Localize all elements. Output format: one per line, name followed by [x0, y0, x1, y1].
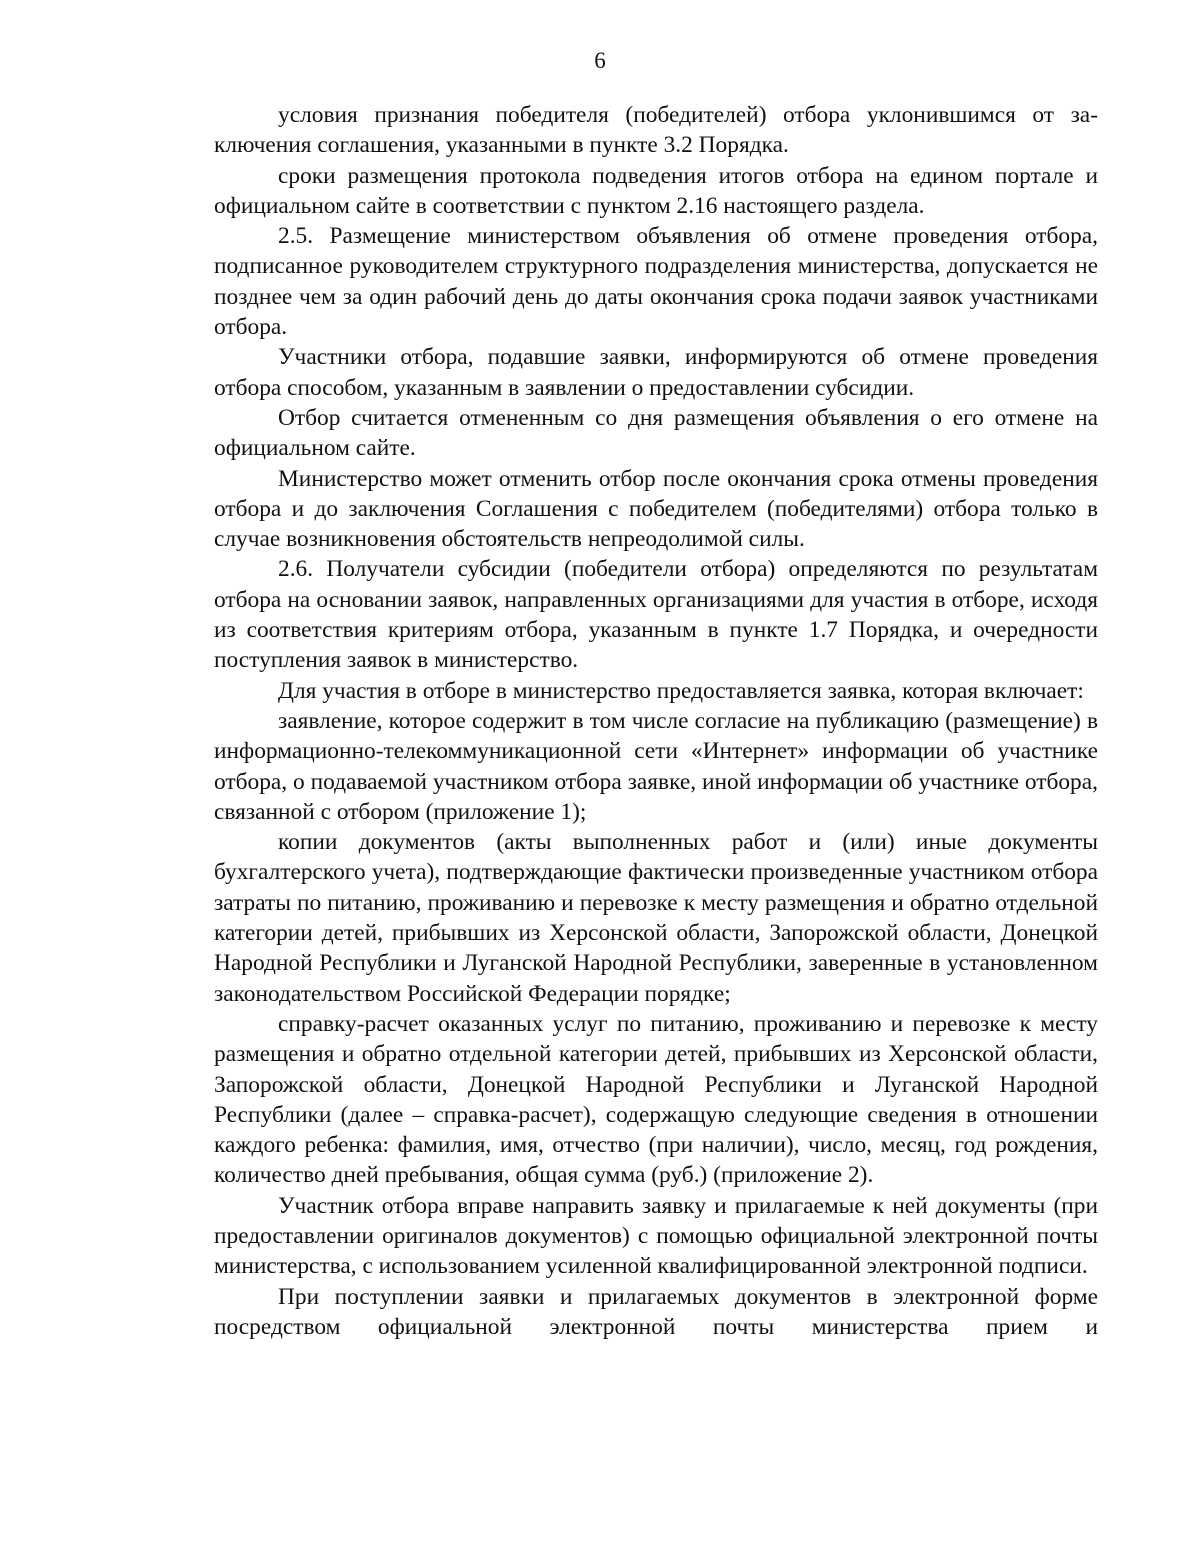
document-body — [214, 100, 1098, 1342]
paragraph-force-majeure: Министерство может отменить отбор после окончания срока отмены проведения отбора и до заключения Соглашения с победителем (победителями) отбора только в случае возникновения обстоятельств непреодолимой силы. — [214, 465, 1098, 553]
paragraph-protocol-posting-terms: сроки размещения протокола подведения итогов отбора на едином портале и официальном сайте в соответствии с пунктом 2.16 настоящего раздела. — [214, 162, 1098, 219]
paragraph-document-copies: копии документов (акты выполненных работ и (или) иные документы бухгалтерского учета), подтверждающие фактически произведенные участником отбора затраты по питанию, проживанию и перевозке к месту размещения и обратно отдельной категории детей, прибывших из Херсонской области, Запорожской области, Донецкой Народной Республики и Луганской Народной Республики, заверенные в установленном законодательством Российской Федерации порядке; — [214, 829, 1098, 1007]
paragraph-participants-informed: Участники отбора, подавшие заявки, информируются об отмене проведения отбора способом, указанным в заявлении о предоставлении субсидии. — [214, 344, 1098, 401]
paragraph-electronic-submission: Участник отбора вправе направить заявку и прилагаемые к ней документы (при предоставлении оригиналов документов) с помощью официальной электронной почты министерства, с использованием усиленной квалифицированной электронной подписи. — [214, 1192, 1098, 1280]
paragraph-winner-evasion-conditions: условия признания победителя (победителей) отбора уклонившимся от заключения соглашения, указанными в пункте 3.2 Порядка. — [214, 102, 1098, 159]
paragraph-selection-cancelled-date: Отбор считается отмененным со дня размещения объявления о его отмене на официальном сайте. — [214, 404, 1098, 462]
paragraph-2-6-recipients: 2.6. Получатели субсидии (победители отбора) определяются по результатам отбора на основании заявок, направленных организациями для участия в отборе, исходя из соответствия критериям отбора, указанным в пункте 1.7 Порядка, и очередности поступления заявок в министерство. — [214, 556, 1098, 674]
paragraph-electronic-receipt: При поступлении заявки и прилагаемых документов в электронной форме посредством официальной электронной почты министерства прием и — [214, 1283, 1098, 1340]
paragraph-application-includes: Для участия в отборе в министерство предоставляется заявка, которая включает: — [278, 677, 1084, 704]
page-number: 6 — [594, 48, 606, 73]
paragraph-calculation-certificate: справку-расчет оказанных услуг по питанию, проживанию и перевозке к месту размещения и обратно отдельной категории детей, прибывших из Херсонской области, Запорожской области, Донецкой Народной Республики и Луганской Народной Республики (далее – справка-расчет), содержащую следующие сведения в отношении каждого ребенка: фамилия, имя, отчество (при наличии), число, месяц, год рождения, количество дней пребывания, общая сумма (руб.) (приложение 2). — [214, 1010, 1098, 1189]
paragraph-2-5-cancellation-notice: 2.5. Размещение министерством объявления об отмене проведения отбора, подписанное руководителем структурного подразделения министерства, допускается не позднее чем за один рабочий день до даты окончания срока подачи заявок участниками отбора. — [214, 223, 1098, 341]
paragraph-statement-consent: заявление, которое содержит в том числе согласие на публикацию (размещение) в информационно-телекоммуникационной сети «Интернет» информации об участнике отбора, о подаваемой участником отбора заявке, иной информации об участнике отбора, связанной с отбором (приложение 1); — [214, 707, 1098, 825]
